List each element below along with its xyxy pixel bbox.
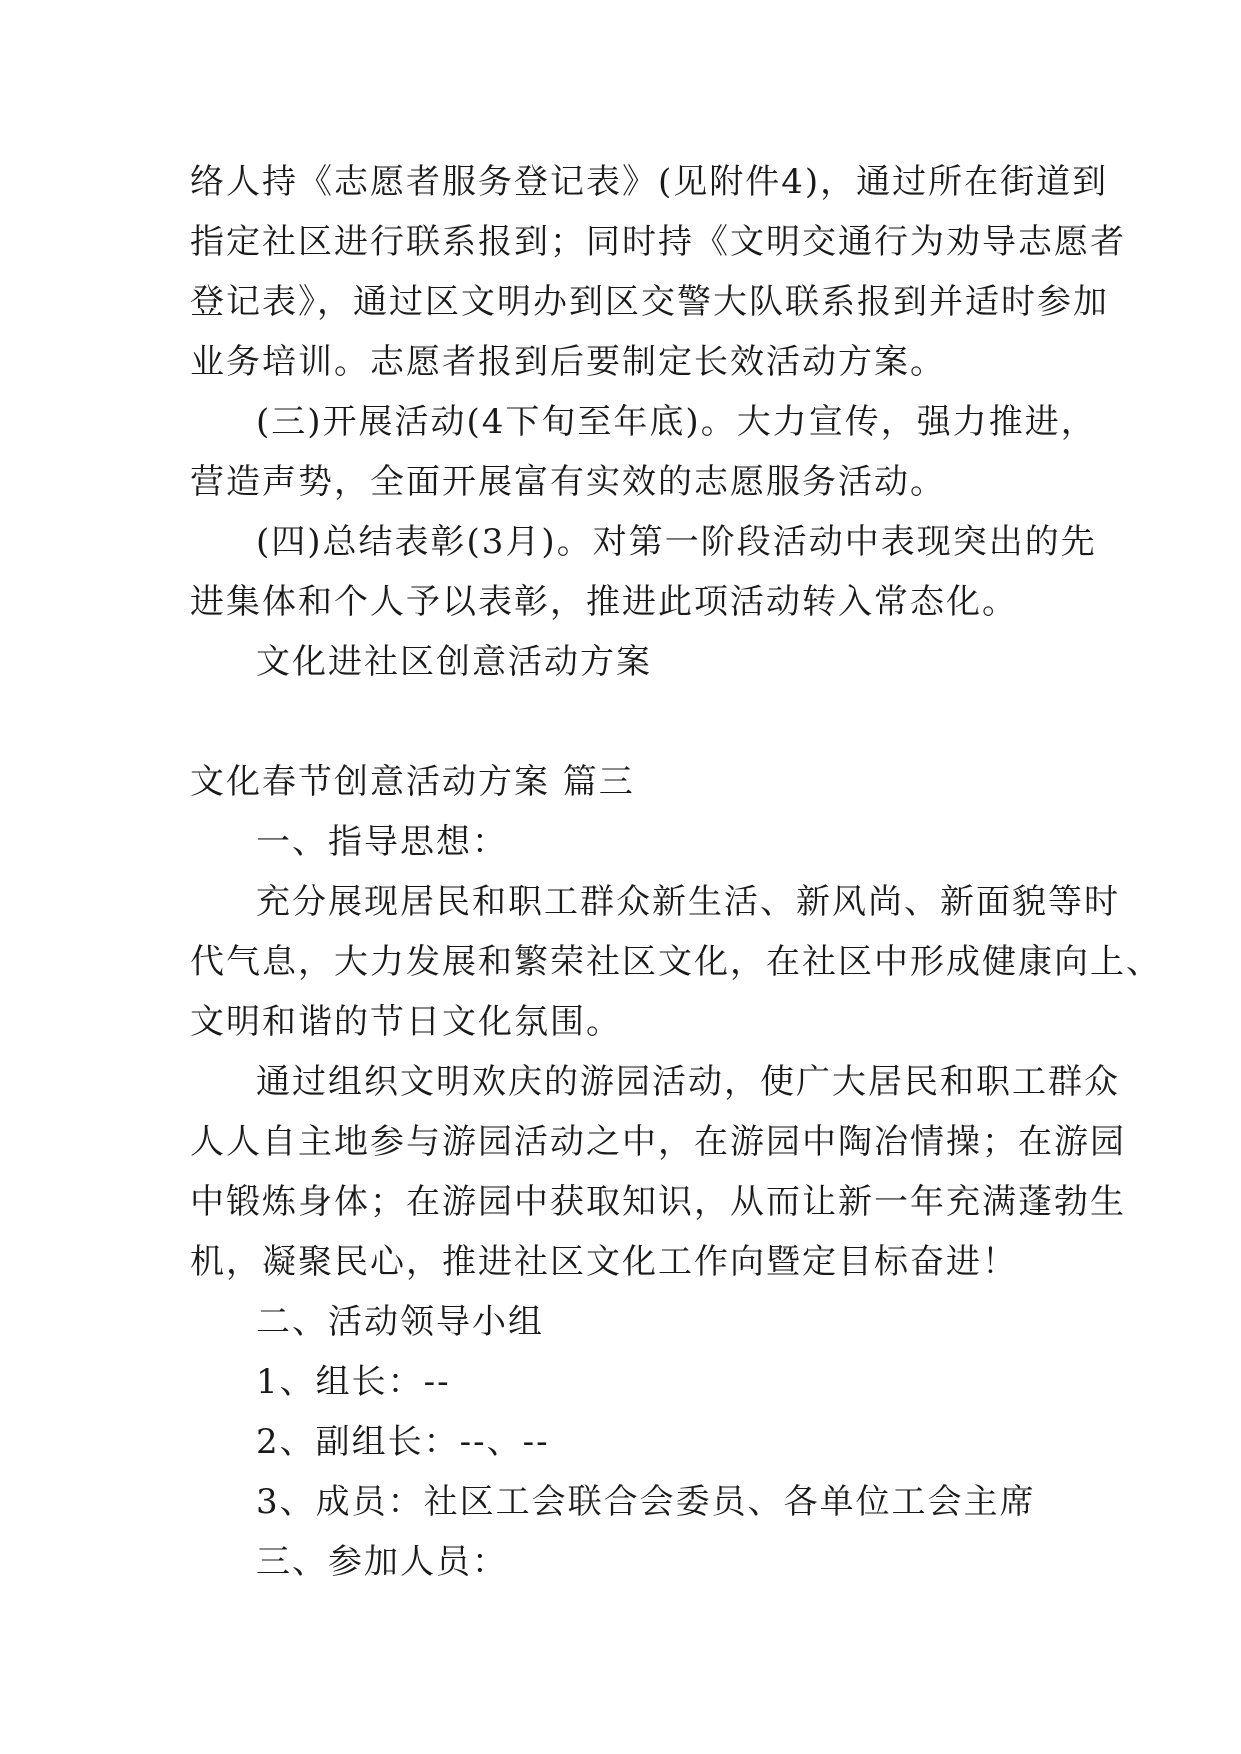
paragraph-line: 营造声势，全面开展富有实效的志愿服务活动。	[190, 462, 946, 502]
paragraph-line: 代气息，大力发展和繁荣社区文化，在社区中形成健康向上、	[190, 942, 1162, 982]
paragraph-line: 文明和谐的节日文化氛围。	[190, 1002, 622, 1042]
list-item: 2、副组长：--、--	[256, 1422, 550, 1462]
paragraph-line: 络人持《志愿者服务登记表》(见附件4)，通过所在街道到	[190, 162, 1109, 202]
blank-line	[190, 692, 1060, 752]
list-item: 3、成员：社区工会联合会委员、各单位工会主席	[256, 1482, 1036, 1522]
section-title: 一、指导思想：	[256, 822, 508, 862]
section-title: 二、活动领导小组	[256, 1302, 544, 1342]
paragraph-line: 进集体和个人予以表彰，推进此项活动转入常态化。	[190, 582, 1018, 622]
section-title: 三、参加人员：	[256, 1542, 508, 1582]
paragraph-line: (四)总结表彰(3月)。对第一阶段活动中表现突出的先	[256, 522, 1097, 562]
paragraph-line: 中锻炼身体；在游园中获取知识，从而让新一年充满蓬勃生	[190, 1182, 1126, 1222]
paragraph-line: 登记表》，通过区文明办到区交警大队联系报到并适时参加	[190, 282, 1109, 322]
paragraph-line: (三)开展活动(4下旬至年底)。大力宣传，强力推进，	[256, 402, 1097, 442]
section-heading: 文化春节创意活动方案 篇三	[190, 762, 635, 802]
paragraph-line: 机，凝聚民心，推进社区文化工作向暨定目标奋进！	[190, 1242, 1018, 1282]
paragraph-line: 充分展现居民和职工群众新生活、新风尚、新面貌等时	[256, 882, 1120, 922]
paragraph-line: 文化进社区创意活动方案	[256, 642, 652, 682]
paragraph-line: 人人自主地参与游园活动之中，在游园中陶冶情操；在游园	[190, 1122, 1126, 1162]
list-item: 1、组长：--	[256, 1362, 451, 1402]
document-page	[190, 152, 1162, 1592]
paragraph-line: 指定社区进行联系报到；同时持《文明交通行为劝导志愿者	[190, 222, 1126, 262]
paragraph-line: 通过组织文明欢庆的游园活动，使广大居民和职工群众	[256, 1062, 1120, 1102]
paragraph-line: 业务培训。志愿者报到后要制定长效活动方案。	[190, 342, 946, 382]
